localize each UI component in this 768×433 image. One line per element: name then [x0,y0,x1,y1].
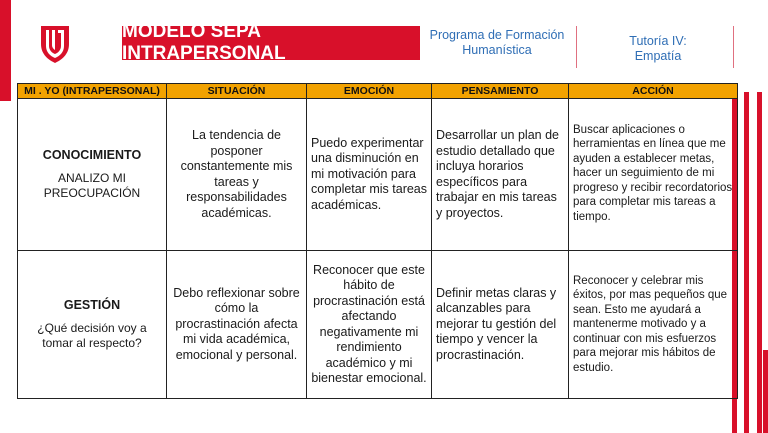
header-divider-2 [733,26,734,68]
cell-emocion: Reconocer que este hábito de procrastinación está afectando negativamente mi rendimiento académico y mi bienestar emocional. [307,251,432,399]
cell-situacion: La tendencia de posponer constantemente mis tareas y responsabilidades académicas. [167,99,307,251]
sepa-table [17,83,738,399]
header-pensamiento: PENSAMIENTO [432,84,569,99]
left-accent-bar [0,0,11,101]
page-title: MODELO SEPA INTRAPERSONAL [122,26,420,60]
cell-pensamiento: Desarrollar un plan de estudio detallado que incluya horarios específicos para trabajar en mis tareas y proyectos. [432,99,569,251]
program-label [428,28,566,58]
row-title: CONOCIMIENTO [42,147,142,162]
row-title: GESTIÓN [63,297,121,312]
header-accion: ACCIÓN [569,84,738,99]
cell-accion: Buscar aplicaciones o herramientas en línea que me ayuden a establecer metas, hacer un seguimiento de mi progreso y recibir recordatorios para completar mis tareas a tiempo. [569,99,738,251]
program-line-1: Programa de Formación [429,28,565,42]
table-row [18,99,738,251]
cell-situacion: Debo reflexionar sobre cómo la procrastinación afecta mi vida académica, emocional y personal. [167,251,307,399]
table-header-row [18,84,738,99]
cell-pensamiento: Definir metas claras y alcanzables para mejorar tu gestión del tiempo y vencer la procrastinación. [432,251,569,399]
cell-accion: Reconocer y celebrar mis éxitos, por mas pequeños que sean. Esto me ayudará a mantenerme motivado y a continuar con mis esfuerzos para mejorar mis hábitos de estudio. [569,251,738,399]
row-subtitle: ANALIZO MI PREOCUPACIÓN [43,171,141,201]
university-logo-icon [38,24,72,64]
tutorial-line-2: Empatía [634,49,682,63]
header-situacion: SITUACIÓN [167,84,307,99]
tutorial-label [582,34,734,64]
header-emocion: EMOCIÓN [307,84,432,99]
row-subtitle: ¿Qué decisión voy a tomar al respecto? [37,321,147,351]
header-divider-1 [576,26,577,68]
table-row [18,251,738,399]
tutorial-line-1: Tutoría IV: [629,34,687,48]
row-label-gestion [18,251,167,399]
header-intrapersonal: MI . YO (INTRAPERSONAL) [18,84,167,99]
row-label-conocimiento [18,99,167,251]
cell-emocion: Puedo experimentar una disminución en mi motivación para completar mis tareas académicas. [307,99,432,251]
program-line-2: Humanística [462,43,532,57]
